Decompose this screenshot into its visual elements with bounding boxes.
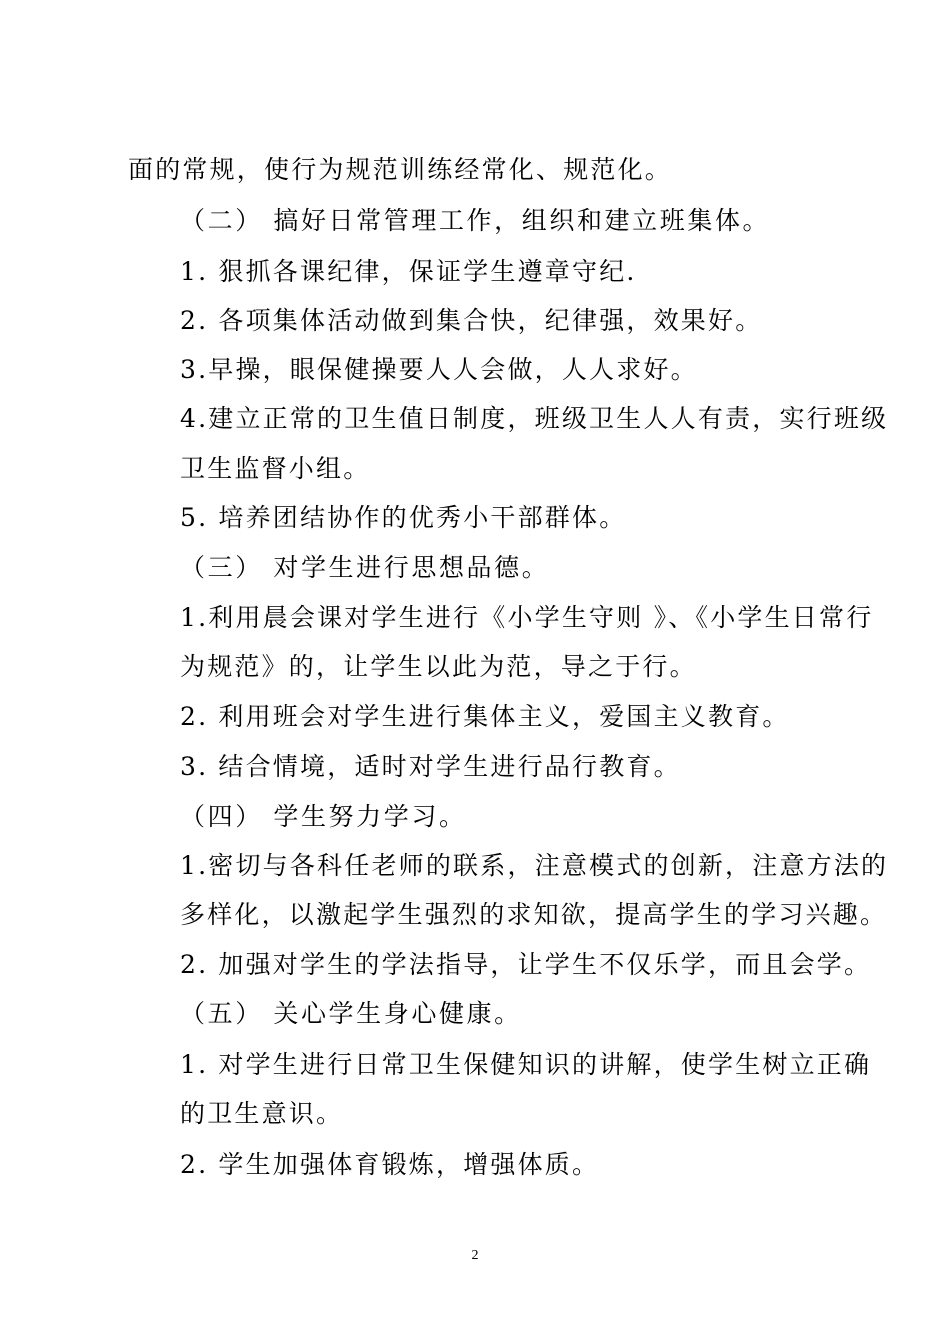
page-number: 2 bbox=[471, 1248, 479, 1263]
list-item-continuation: 卫生监督小组。 bbox=[180, 454, 371, 483]
list-item: 4.建立正常的卫生值日制度，班级卫生人人有责，实行班级 bbox=[180, 404, 889, 433]
section-heading-2: （二） 搞好日常管理工作，组织和建立班集体。 bbox=[180, 206, 771, 235]
list-item-continuation: 的卫生意识。 bbox=[180, 1099, 344, 1128]
list-item: 3.早操，眼保健操要人人会做，人人求好。 bbox=[180, 355, 698, 384]
section-heading-3: （三） 对学生进行思想品德。 bbox=[180, 553, 550, 582]
list-item: 2. 加强对学生的学法指导，让学生不仅乐学，而且会学。 bbox=[180, 950, 872, 979]
list-item: 1.利用晨会课对学生进行《小学生守则 》、《小学生日常行 bbox=[180, 603, 874, 632]
list-item: 2. 利用班会对学生进行集体主义，爱国主义教育。 bbox=[180, 702, 790, 731]
list-item: 1. 对学生进行日常卫生保健知识的讲解，使学生树立正确 bbox=[180, 1050, 872, 1079]
list-item: 1. 狠抓各课纪律，保证学生遵章守纪. bbox=[180, 257, 637, 286]
list-item: 3. 结合情境，适时对学生进行品行教育。 bbox=[180, 752, 681, 781]
paragraph-line: 面的常规，使行为规范训练经常化、规范化。 bbox=[128, 155, 673, 184]
section-heading-4: （四） 学生努力学习。 bbox=[180, 802, 467, 831]
list-item: 1.密切与各科任老师的联系，注意模式的创新，注意方法的 bbox=[180, 851, 889, 880]
list-item-continuation: 多样化，以激起学生强烈的求知欲，提高学生的学习兴趣。 bbox=[180, 900, 888, 929]
list-item: 2. 各项集体活动做到集合快，纪律强，效果好。 bbox=[180, 306, 763, 335]
list-item-continuation: 为规范》的，让学生以此为范，导之于行。 bbox=[180, 652, 697, 681]
section-heading-5: （五） 关心学生身心健康。 bbox=[180, 999, 522, 1028]
list-item: 5. 培养团结协作的优秀小干部群体。 bbox=[180, 503, 627, 532]
list-item: 2. 学生加强体育锻炼，增强体质。 bbox=[180, 1150, 600, 1179]
